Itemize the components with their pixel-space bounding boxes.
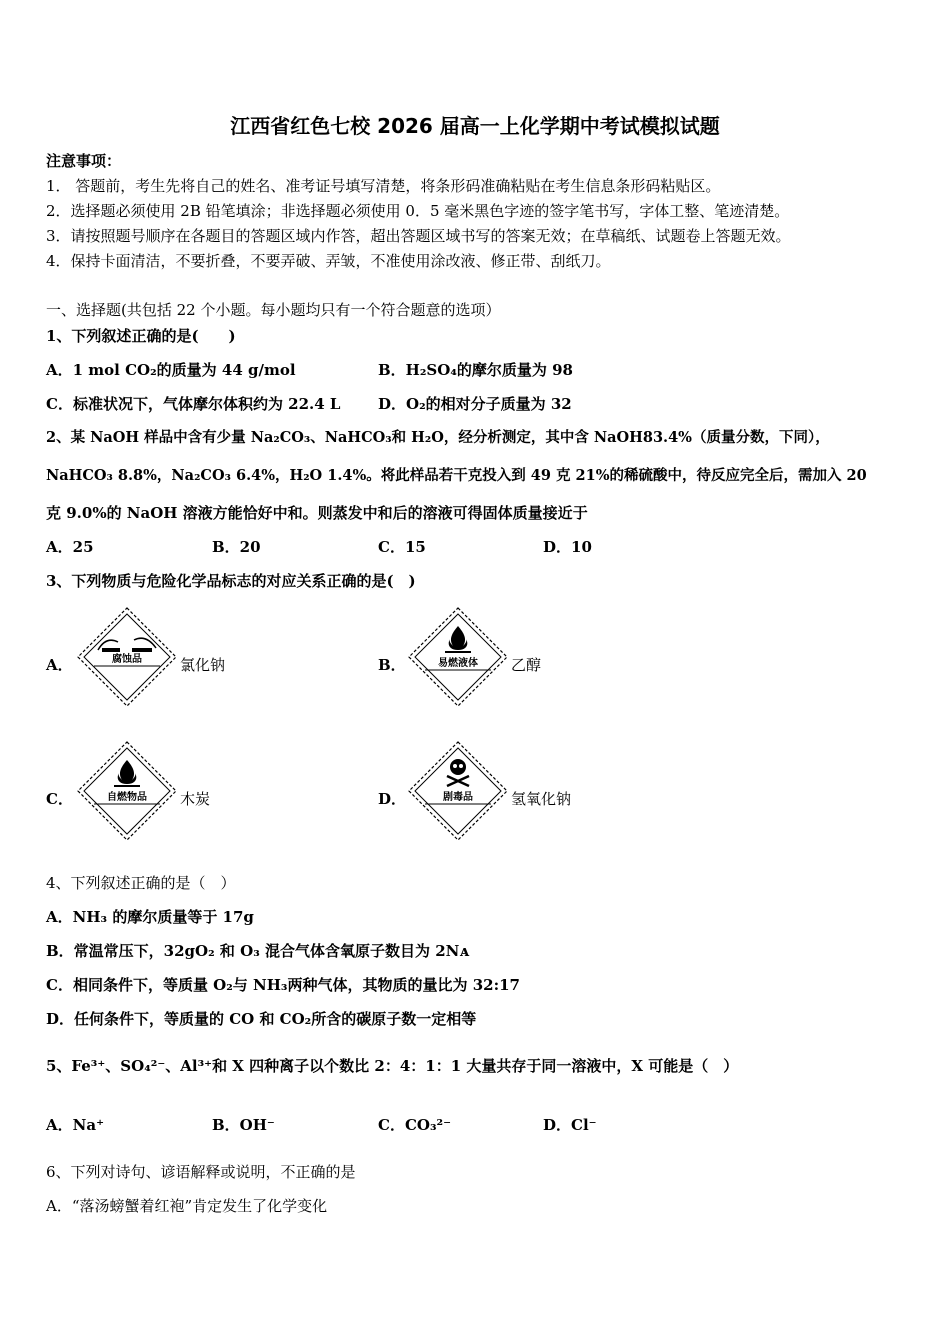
sign-label: 剧毒品 — [443, 792, 473, 803]
notice-item: 3．请按照题号顺序在各题目的答题区域内作答，超出答题区域书写的答案无效；在草稿纸、试题卷上答题无效。 — [46, 227, 791, 245]
section-heading: 一、选择题(共包括 22 个小题。每小题均只有一个符合题意的选项） — [46, 301, 501, 319]
option-b: B．20 — [212, 538, 261, 556]
question-stem: 6、下列对诗句、谚语解释或说明，不正确的是 — [46, 1163, 356, 1181]
notice-item: 2．选择题必须使用 2B 铅笔填涂；非选择题必须使用 0．5 毫米黑色字迹的签字笔书写，字体工整、笔迹清楚。 — [46, 202, 790, 220]
spontaneous-combustion-icon — [76, 740, 178, 842]
option-c: C．相同条件下，等质量 O₂与 NH₃两种气体，其物质的量比为 32:17 — [46, 976, 520, 994]
option-b-letter: B． — [378, 656, 406, 674]
option-a: A．Na⁺ — [46, 1116, 104, 1134]
option-b: B．常温常压下，32gO₂ 和 O₃ 混合气体含氧原子数目为 2Nᴀ — [46, 942, 469, 960]
option-d-letter: D． — [378, 790, 407, 808]
option-d: D．O₂的相对分子质量为 32 — [378, 395, 572, 413]
question-stem: 4、下列叙述正确的是（ ） — [46, 874, 236, 892]
option-b: B．OH⁻ — [212, 1116, 275, 1134]
substance-label: 乙醇 — [511, 656, 542, 674]
option-a-letter: A． — [46, 656, 73, 674]
page-title: 江西省红色七校 2026 届高一上化学期中考试模拟试题 — [230, 114, 720, 138]
question-stem: 克 9.0%的 NaOH 溶液方能恰好中和。则蒸发中和后的溶液可得固体质量接近于 — [46, 504, 588, 522]
option-c: C．15 — [378, 538, 426, 556]
option-c: C．CO₃²⁻ — [378, 1116, 452, 1134]
option-a: A．“落汤螃蟹着红袍”肯定发生了化学变化 — [46, 1197, 328, 1215]
question-stem: 2、某 NaOH 样品中含有少量 Na₂CO₃、NaHCO₃和 H₂O，经分析测定，其中含 NaOH83.4%（质量分数，下同）， — [46, 429, 830, 446]
question-stem: 5、Fe³⁺、SO₄²⁻、Al³⁺和 X 四种离子以个数比 2：4：1：1 大量共存于同一溶液中，X 可能是（ ） — [46, 1057, 739, 1075]
substance-label: 木炭 — [180, 790, 211, 808]
option-d: D．Cl⁻ — [543, 1116, 597, 1134]
option-c-letter: C． — [46, 790, 73, 808]
question-stem: 3、下列物质与危险化学品标志的对应关系正确的是( ) — [46, 572, 416, 590]
substance-label: 氢氧化钠 — [511, 790, 572, 808]
notice-item: 4．保持卡面清洁，不要折叠，不要弄破、弄皱，不准使用涂改液、修正带、刮纸刀。 — [46, 252, 611, 270]
question-stem: NaHCO₃ 8.8%，Na₂CO₃ 6.4%，H₂O 1.4%。将此样品若干克投入到 49 克 21%的稀硫酸中，待反应完全后，需加入 20 — [46, 467, 867, 484]
option-b: B．H₂SO₄的摩尔质量为 98 — [378, 361, 573, 379]
substance-label: 氯化钠 — [180, 656, 226, 674]
option-d: D．任何条件下，等质量的 CO 和 CO₂所含的碳原子数一定相等 — [46, 1010, 477, 1028]
option-c: C．标准状况下，气体摩尔体积约为 22.4 L — [46, 395, 341, 413]
notice-item: 1． 答题前，考生先将自己的姓名、准考证号填写清楚，将条形码准确粘贴在考生信息条形码粘贴区。 — [46, 177, 721, 195]
option-a: A．1 mol CO₂的质量为 44 g/mol — [46, 361, 296, 379]
option-a: A．25 — [46, 538, 94, 556]
toxic-icon — [407, 740, 509, 842]
sign-label: 易燃液体 — [438, 658, 478, 669]
option-d: D．10 — [543, 538, 592, 556]
option-a: A．NH₃ 的摩尔质量等于 17g — [46, 908, 254, 926]
notice-heading: 注意事项： — [46, 152, 122, 170]
flammable-liquid-icon — [407, 606, 509, 708]
question-stem: 1、下列叙述正确的是( ) — [46, 327, 236, 345]
sign-label: 自燃物品 — [107, 792, 147, 803]
sign-label: 腐蚀品 — [112, 654, 142, 665]
corrosive-icon — [76, 606, 178, 708]
